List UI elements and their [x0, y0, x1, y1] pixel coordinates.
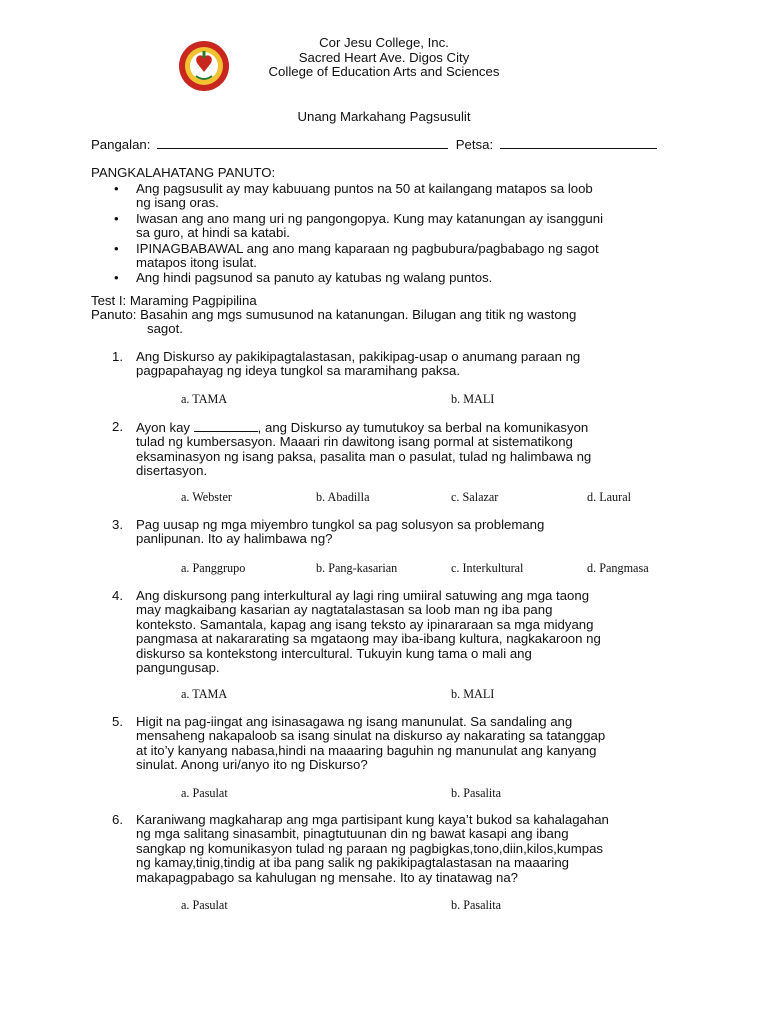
question-number: 6. — [112, 812, 123, 827]
school-header — [0, 36, 768, 80]
q3-option-c[interactable]: c. Interkultural — [451, 561, 524, 575]
date-blank[interactable] — [500, 137, 657, 149]
instruction-item: • Iwasan ang ano mang uri ng pangongopya. Kung may katanungan ay isangguni sa guro, at hindi sa katabi. — [114, 210, 604, 241]
question-3: 3. Pag uusap ng mga miyembro tungkol sa pag solusyon sa problemang panlipunan. Ito ay halimbawa ng? — [112, 517, 545, 547]
instruction-item: • Ang hindi pagsunod sa panuto ay katubas ng walang puntos. — [114, 270, 493, 286]
name-date-line — [91, 137, 691, 152]
question-6: 6. Karaniwang magkaharap ang mga partisipant kung kaya’t bukod sa kahalagahan ng mga salitang sinasambit, pinagtutuunan din ng bawat kasapi ang ibang sangkap ng komunikasyon tulad ng paraan ng pagbigkas,tono,diin,kilos,kumpas ng kamay,tinig,tindig at iba pang salik ng pakikipagtalastasan na maaaring makapagpabago sa kahulugan ng mensahe. Ito ay tinatawag na? — [112, 812, 609, 885]
bullet-icon: • — [114, 210, 119, 226]
q1-option-a[interactable]: a. TAMA — [181, 392, 228, 406]
test-directions: Panuto: Basahin ang mgs sumusunod na katanungan. Bilugan ang titik ng wastong sagot. — [91, 307, 577, 337]
question-number: 1. — [112, 349, 123, 364]
question-2: 2. Ayon kay , ang Diskurso ay tumutukoy sa berbal na komunikasyon tulad ng kumbersasyon. Maaari rin dawitong isang pormal at sistematikong eksaminasyon ng isang paksa, pasalita man o pasulat, tulad ng halimbawa ng disertasyon. — [112, 419, 592, 479]
q3-option-a[interactable]: a. Panggrupo — [181, 561, 246, 575]
school-name: Cor Jesu College, Inc. — [319, 35, 449, 50]
name-blank[interactable] — [157, 137, 448, 149]
question-number: 5. — [112, 714, 123, 729]
question-number: 4. — [112, 588, 123, 603]
name-label: Pangalan: — [91, 137, 151, 152]
instructions-list — [110, 182, 670, 287]
q2-option-b[interactable]: b. Abadilla — [316, 490, 370, 504]
q4-option-a[interactable]: a. TAMA — [181, 687, 228, 701]
q3-option-d[interactable]: d. Pangmasa — [587, 561, 649, 575]
q2-option-a[interactable]: a. Webster — [181, 490, 232, 504]
q5-option-b[interactable]: b. Pasalita — [451, 786, 502, 800]
answer-blank[interactable] — [194, 420, 258, 432]
test-title: Test I: Maraming Pagpipilina — [91, 293, 257, 308]
q6-option-b[interactable]: b. Pasalita — [451, 898, 502, 912]
q2-option-c[interactable]: c. Salazar — [451, 490, 499, 504]
q5-option-a[interactable]: a. Pasulat — [181, 786, 228, 800]
q1-option-b[interactable]: b. MALI — [451, 392, 495, 406]
school-college: College of Education Arts and Sciences — [268, 64, 500, 80]
question-4: 4. Ang diskursong pang interkultural ay lagi ring umiiral satuwing ang mga taong may magkaibang kasarian ay nagtatalastasan sa loob man ng iba pang konteksto. Samantala, kapag ang isang teksto ay ipinararaan sa mga midyang pangmasa at nakararating sa mgataong may iba-ibang kultura, nagkakaroon ng diskurso sa kontekstong intercultural. Tukuyin kung tama o mali ang pangungusap. — [112, 588, 601, 676]
instructions-heading: PANGKALAHATANG PANUTO: — [91, 165, 276, 180]
bullet-icon: • — [114, 181, 119, 196]
q2-option-d[interactable]: d. Laural — [587, 490, 631, 504]
exam-title: Unang Markahang Pagsusulit — [297, 109, 471, 124]
q3-option-b[interactable]: b. Pang-kasarian — [316, 561, 398, 575]
instruction-item: • Ang pagsusulit ay may kabuuang puntos na 50 at kailangang matapos sa loob ng isang oras. — [114, 181, 593, 211]
q6-option-a[interactable]: a. Pasulat — [181, 898, 228, 912]
date-label: Petsa: — [455, 137, 494, 152]
question-5: 5. Higit na pag-iingat ang isinasagawa ng isang manunulat. Sa sandaling ang mensaheng nakapaloob sa isang sinulat na diskurso ay nakarating sa tatanggap at ito’y kanyang nabasa,hindi na maaaring baguhin ng manunulat ang kanyang sinulat. Anong uri/anyo ito ng Diskurso? — [112, 714, 606, 773]
bullet-icon: • — [114, 270, 119, 286]
question-1: 1. Ang Diskurso ay pakikipagtalastasan, pakikipag-usap o anumang paraan ng pagpapahayag ng ideya tungkol sa maramihang paksa. — [112, 349, 581, 379]
question-number: 3. — [112, 517, 123, 532]
bullet-icon: • — [114, 240, 119, 256]
q4-option-b[interactable]: b. MALI — [451, 687, 495, 701]
school-address: Sacred Heart Ave. Digos City — [298, 49, 470, 65]
instruction-item: • IPINAGBABAWAL ang ano mang kaparaan ng pagbubura/pagbabago ng sagot matapos itong isulat. — [114, 240, 599, 271]
question-number: 2. — [112, 419, 123, 434]
